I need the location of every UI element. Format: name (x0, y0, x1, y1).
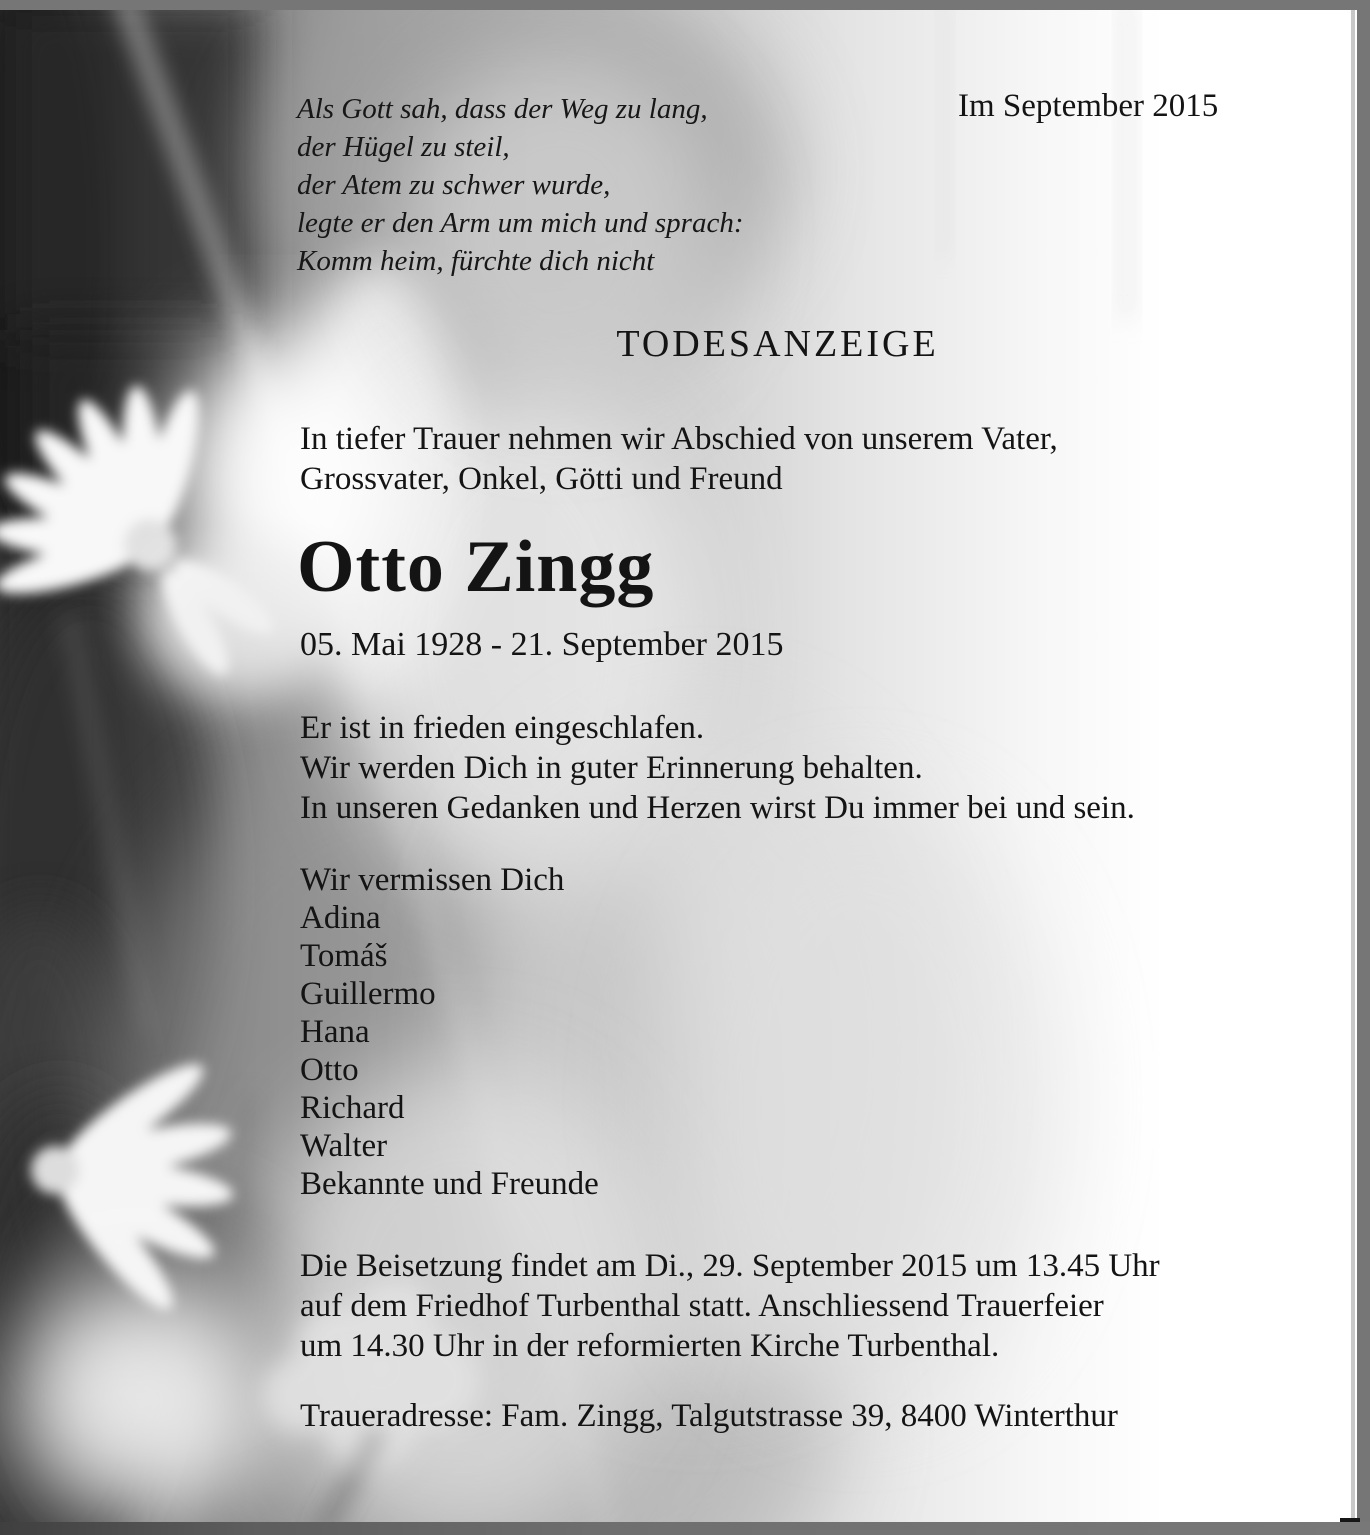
mourner-name: Guillermo (300, 976, 436, 1012)
life-dates: 05. Mai 1928 - 21. September 2015 (300, 626, 784, 663)
frame-border-right (1357, 0, 1370, 1535)
poem-line: legte er den Arm um mich und sprach: (297, 207, 744, 239)
intro-text (300, 419, 1058, 499)
poem-line: Als Gott sah, dass der Weg zu lang, (297, 93, 708, 125)
intro-line: Grossvater, Onkel, Götti und Freund (300, 461, 783, 497)
mourner-name: Walter (300, 1128, 388, 1164)
poem-line: der Hügel zu steil, (297, 131, 510, 163)
deceased-name: Otto Zingg (297, 526, 655, 608)
mourner-name: Tomáš (300, 938, 388, 974)
mourner-name: Hana (300, 1014, 370, 1050)
funeral-details (300, 1246, 1160, 1366)
farewell-line: Wir werden Dich in guter Erinnerung behalten. (300, 750, 923, 786)
mourners-line: Bekannte und Freunde (300, 1166, 599, 1202)
frame-corner-notch (1340, 1518, 1360, 1522)
funeral-line: um 14.30 Uhr in der reformierten Kirche Turbenthal. (300, 1328, 1000, 1364)
opening-poem (297, 90, 743, 280)
poem-line: Komm heim, fürchte dich nicht (297, 245, 655, 277)
mourner-name: Otto (300, 1052, 359, 1088)
farewell-line: Er ist in frieden eingeschlafen. (300, 710, 705, 746)
date-note: Im September 2015 (958, 88, 1219, 124)
frame-inner-line (1351, 10, 1355, 1522)
mourning-address: Traueradresse: Fam. Zingg, Talgutstrasse 39, 8400 Winterthur (300, 1398, 1118, 1434)
mourners-list (300, 861, 599, 1203)
intro-line: In tiefer Trauer nehmen wir Abschied von unserem Vater, (300, 421, 1058, 457)
funeral-line: auf dem Friedhof Turbenthal statt. Anschliessend Trauerfeier (300, 1288, 1104, 1324)
mourner-name: Richard (300, 1090, 405, 1126)
frame-border-top (0, 0, 1370, 10)
farewell-line: In unseren Gedanken und Herzen wirst Du immer bei und sein. (300, 790, 1135, 826)
notice-heading: TODESANZEIGE (616, 323, 939, 365)
frame-border-bottom (0, 1522, 1370, 1535)
farewell-text (300, 708, 1135, 828)
mourner-name: Adina (300, 900, 381, 936)
mourners-line: Wir vermissen Dich (300, 862, 565, 898)
poem-line: der Atem zu schwer wurde, (297, 169, 611, 201)
funeral-line: Die Beisetzung findet am Di., 29. September 2015 um 13.45 Uhr (300, 1248, 1160, 1284)
